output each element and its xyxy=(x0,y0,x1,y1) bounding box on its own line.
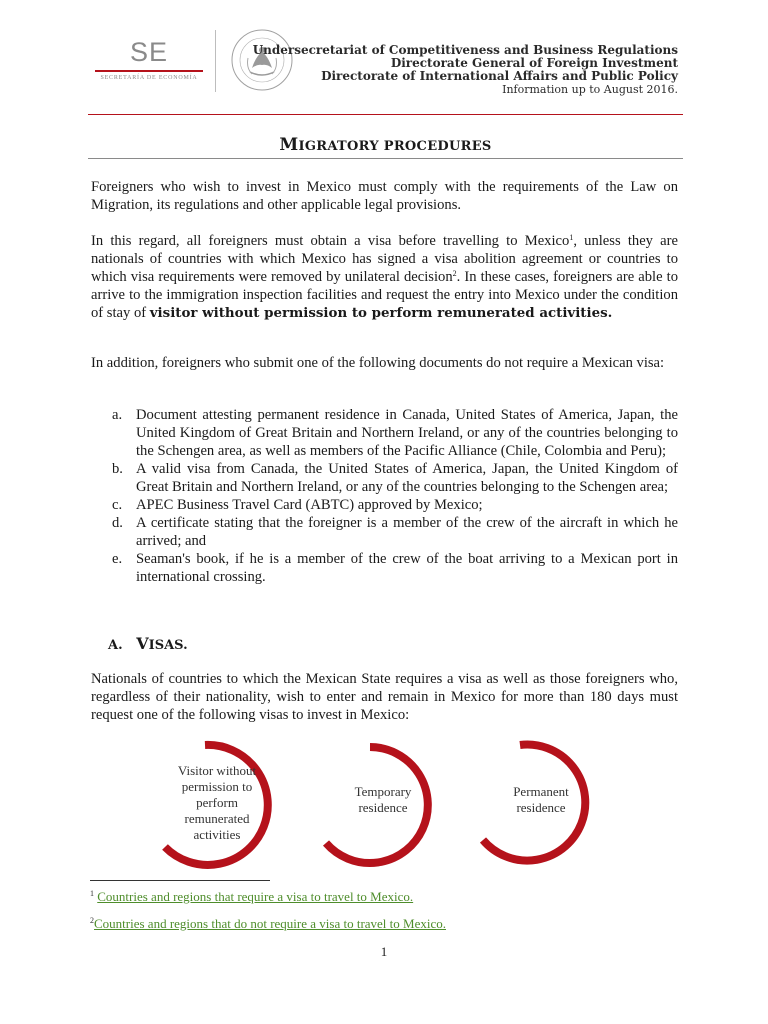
paragraph-2-text-a: In this regard, all foreigners must obtain a visa before travelling to Mexico xyxy=(91,233,570,249)
list-letter: d. xyxy=(112,515,123,531)
visa-label-line: Temporary xyxy=(354,784,412,799)
footnote-ref-1[interactable]: 1 xyxy=(569,233,574,242)
logo-bar xyxy=(95,70,203,72)
section-rest: ISAS. xyxy=(148,638,188,653)
visa-types-diagram xyxy=(0,735,768,875)
title-rest: IGRATORY PROCEDURES xyxy=(298,139,492,154)
header-line-2: Directorate General of Foreign Investment xyxy=(390,56,678,70)
footnote-link-2[interactable]: Countries and regions that do not require a visa to travel to Mexico. xyxy=(94,916,446,931)
visa-label-line: Visitor without xyxy=(177,763,257,778)
footnote-2 xyxy=(90,916,446,932)
footnote-mark: 2 xyxy=(90,916,94,925)
section-heading-visas xyxy=(108,634,188,653)
footnote-mark: 1 xyxy=(90,889,94,898)
visa-type-visitor xyxy=(160,763,274,843)
list-letter: b. xyxy=(112,461,123,477)
visa-label-line: residence xyxy=(358,800,408,815)
list-letter: a. xyxy=(112,407,123,423)
list-letter: c. xyxy=(112,497,123,513)
page-title xyxy=(88,135,683,155)
footnote-rule xyxy=(90,880,270,881)
section-label: A. xyxy=(108,638,123,653)
list-item xyxy=(112,496,678,514)
logo-mark: SE xyxy=(129,37,169,67)
header-line-3: Directorate of International Affairs and Public Policy xyxy=(321,69,678,83)
page-number: 1 xyxy=(380,944,388,959)
visa-label-line: remunerated xyxy=(184,811,250,826)
list-letter: e. xyxy=(112,551,123,567)
visa-label-line: Permanent xyxy=(513,784,569,799)
header-titles xyxy=(253,44,678,96)
list-item-text: APEC Business Travel Card (ABTC) approved by Mexico; xyxy=(136,497,483,513)
list-item-text: Document attesting permanent residence in Canada, United States of America, Japan, the United Kingdom of Great Britain and Northern Ireland, or any of the countries belonging to the Schengen area, as well as members of the Pacific Alliance (Chile, Colombia and Peru); xyxy=(136,407,678,459)
visa-label-line: permission to xyxy=(181,779,253,794)
section-initial: V xyxy=(136,634,149,653)
visa-type-temporary xyxy=(330,784,436,816)
list-item xyxy=(112,460,678,496)
footnote-1 xyxy=(90,889,413,905)
header-line-1: Undersecretariat of Competitiveness and Business Regulations xyxy=(252,43,678,57)
list-item xyxy=(112,406,678,460)
list-item-text: A valid visa from Canada, the United States of America, Japan, the United Kingdom of Great Britain and Northern Ireland, or any of the countries belonging to the Schengen area; xyxy=(136,461,678,495)
se-logo xyxy=(95,38,203,81)
paragraph-3: In addition, foreigners who submit one of the following documents do not require a Mexican visa: xyxy=(91,355,665,371)
visa-label-line: residence xyxy=(516,800,566,815)
list-item xyxy=(112,514,678,550)
visa-label-line: perform xyxy=(196,795,238,810)
paragraph-1: Foreigners who wish to invest in Mexico must comply with the requirements of the Law on Migration, its regulations and other applicable legal provisions. xyxy=(91,179,678,213)
paragraph-2-text-b: , unless they are nationals of countries with which Mexico has signed a visa abolition agreement or countries to which visa requirements were removed by unilateral decision xyxy=(91,233,678,285)
paragraph-2-bold: visitor without permission to perform remunerated activities. xyxy=(149,305,613,321)
list-item xyxy=(112,550,678,586)
list-item-text: A certificate stating that the foreigner is a member of the crew of the aircraft in which he arrived; and xyxy=(136,515,678,549)
document-list xyxy=(112,406,678,586)
footnote-ref-2[interactable]: 2 xyxy=(452,269,457,278)
header-rule xyxy=(88,114,683,115)
logo-subtitle: SECRETARÍA DE ECONOMÍA xyxy=(100,75,198,81)
title-rule xyxy=(88,158,683,159)
visa-type-permanent xyxy=(488,784,594,816)
footnote-link-1[interactable]: Countries and regions that require a visa to travel to Mexico. xyxy=(97,889,414,904)
header-divider xyxy=(215,30,216,92)
paragraph-4: Nationals of countries to which the Mexican State requires a visa as well as those foreigners who, regardless of their nationality, wish to enter and remain in Mexico for more than 180 days must request one of the following visas to invest in Mexico: xyxy=(91,671,678,723)
header-info-date: Information up to August 2016. xyxy=(502,83,678,96)
visa-label-line: activities xyxy=(193,827,241,842)
title-initial: M xyxy=(279,135,299,155)
paragraph-2-text-c: . In these cases, foreigners are able to arrive to the immigration inspection facilities and request the entry into Mexico under the condition of stay of xyxy=(91,269,679,321)
list-item-text: Seaman's book, if he is a member of the crew of the boat arriving to a Mexican port in international crossing. xyxy=(136,551,678,585)
paragraph-2 xyxy=(91,232,678,322)
